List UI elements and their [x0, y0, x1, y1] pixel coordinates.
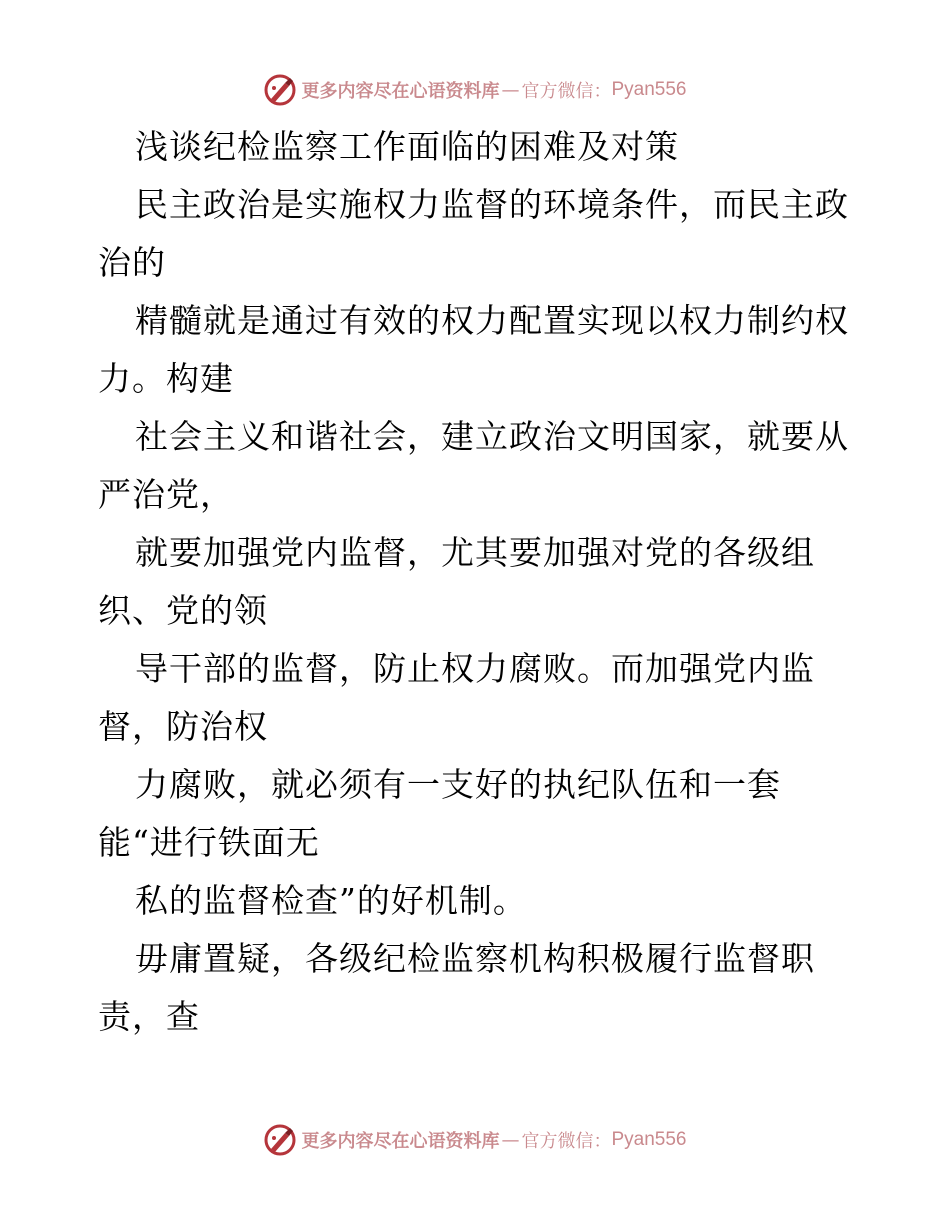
header-banner-separator: — [501, 79, 520, 101]
header-banner [0, 70, 950, 110]
paragraph-line: 责，查 [98, 997, 200, 1036]
paragraph-line: 严治党， [98, 475, 234, 514]
paragraph-line: 织、党的领 [98, 591, 268, 630]
paragraph-line: 就要加强党内监督，尤其要加强对党的各级组 [135, 533, 815, 572]
header-wechat-id: Pyan556 [611, 79, 687, 100]
footer-wechat-id: Pyan556 [611, 1129, 687, 1150]
paragraph-line: 导干部的监督，防止权力腐败。而加强党内监 [135, 649, 815, 688]
paragraph-line: 力腐败，就必须有一支好的执纪队伍和一套 [135, 765, 781, 804]
footer-banner-separator: — [501, 1129, 520, 1151]
footer-banner [0, 1120, 950, 1160]
paragraph-line: 民主政治是实施权力监督的环境条件，而民主政 [135, 185, 849, 224]
header-banner-text: 更多内容尽在心语资料库 [301, 81, 500, 102]
pen-logo-icon [263, 1123, 297, 1157]
paragraph-line: 力。构建 [98, 359, 234, 398]
document-body [98, 118, 858, 1046]
paragraph-line: 督，防治权 [98, 707, 268, 746]
paragraph-line: 精髓就是通过有效的权力配置实现以权力制约权 [135, 301, 849, 340]
footer-banner-inner [263, 1123, 686, 1157]
footer-banner-text: 更多内容尽在心语资料库 [301, 1131, 500, 1152]
paragraph-line: 治的 [98, 243, 166, 282]
document-title: 浅谈纪检监察工作面临的困难及对策 [135, 127, 679, 166]
pen-logo-icon [263, 73, 297, 107]
paragraph-line: 社会主义和谐社会，建立政治文明国家，就要从 [135, 417, 849, 456]
header-wechat-label: 官方微信： [521, 81, 612, 102]
paragraph-line: 毋庸置疑，各级纪检监察机构积极履行监督职 [135, 939, 815, 978]
header-banner-inner [263, 73, 686, 107]
paragraph-line: 能“进行铁面无 [98, 823, 320, 862]
footer-wechat-label: 官方微信： [521, 1131, 612, 1152]
paragraph-line: 私的监督检查”的好机制。 [135, 881, 527, 920]
